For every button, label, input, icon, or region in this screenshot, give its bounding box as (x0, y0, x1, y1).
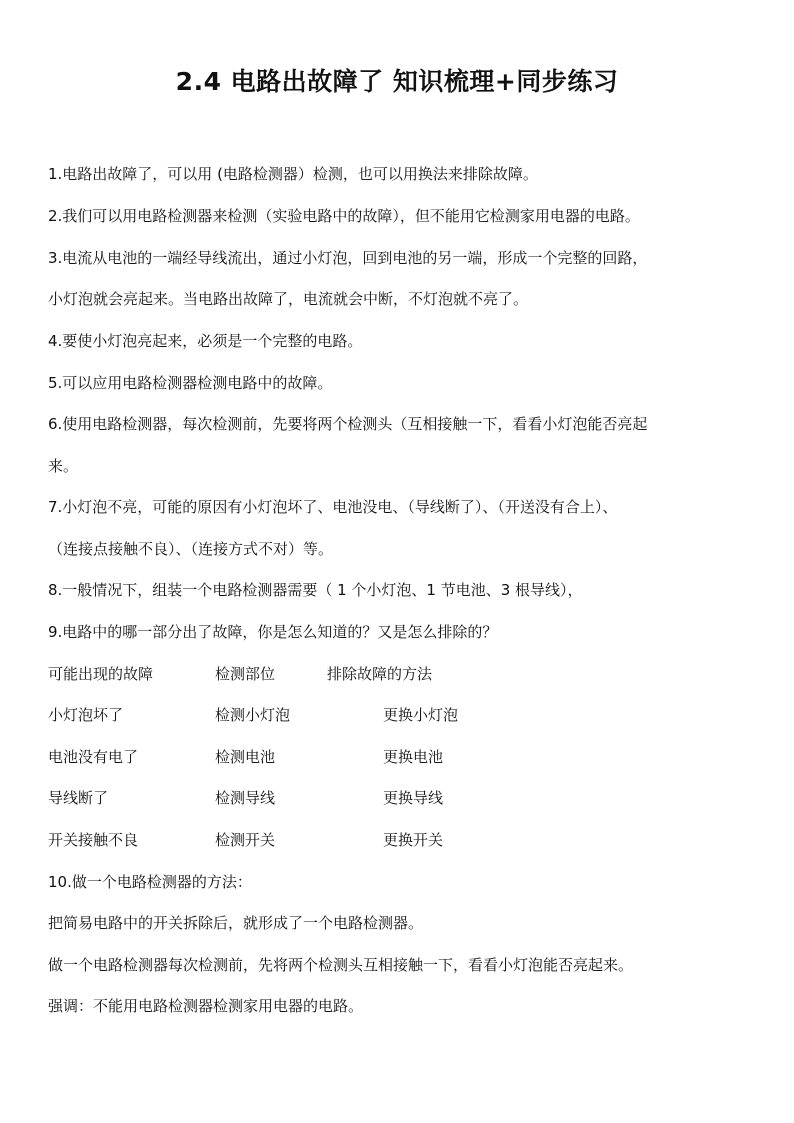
point-1: 1.电路出故障了，可以用 (电路检测器）检测，也可以用换法来排除故障。 (48, 165, 538, 183)
table-header-part: 检测部位 (215, 665, 276, 683)
table-row-1-part: 检测小灯泡 (215, 706, 291, 724)
table-row-2-fault: 电池没有电了 (48, 748, 139, 766)
table-row-3-method: 更换导线 (383, 789, 444, 807)
table-row-4-method: 更换开关 (383, 831, 444, 849)
table-row-2-part: 检测电池 (215, 748, 276, 766)
point-2: 2.我们可以用电路检测器来检测（实验电路中的故障），但不能用它检测家用电器的电路。 (48, 207, 640, 225)
point-10-detail-1: 把简易电路中的开关拆除后，就形成了一个电路检测器。 (48, 914, 424, 932)
table-row-3-part: 检测导线 (215, 789, 276, 807)
point-3-cont: 小灯泡就会亮起来。当电路出故障了，电流就会中断，不灯泡就不亮了。 (48, 290, 529, 308)
point-7: 7.小灯泡不亮，可能的原因有小灯泡坏了、电池没电、（导线断了）、（开送没有合上）、 (48, 498, 618, 516)
table-row-3-fault: 导线断了 (48, 789, 109, 807)
table-row-4-fault: 开关接触不良 (48, 831, 139, 849)
point-3: 3.电流从电池的一端经导线流出，通过小灯泡，回到电池的另一端，形成一个完整的回路， (48, 249, 648, 267)
point-5: 5.可以应用电路检测器检测电路中的故障。 (48, 374, 333, 392)
point-10-detail-2: 做一个电路检测器每次检测前，先将两个检测头互相接触一下，看看小灯泡能否亮起来。 (48, 956, 634, 974)
table-header-fault: 可能出现的故障 (48, 665, 154, 683)
point-7-cont: （连接点接触不良）、（连接方式不对）等。 (48, 540, 334, 558)
point-9: 9.电路中的哪一部分出了故障，你是怎么知道的？又是怎么排除的？ (48, 623, 498, 641)
emphasis-note: 强调：不能用电路检测器检测家用电器的电路。 (48, 997, 364, 1015)
table-row-1-method: 更换小灯泡 (383, 706, 459, 724)
page-title: 2.4 电路出故障了 知识梳理+同步练习 (175, 67, 619, 96)
point-4: 4.要使小灯泡亮起来，必须是一个完整的电路。 (48, 332, 363, 350)
table-row-2-method: 更换电池 (383, 748, 444, 766)
point-10: 10.做一个电路检测器的方法： (48, 873, 252, 891)
point-8: 8.一般情况下，组装一个电路检测器需要（ 1 个小灯泡、1 节电池、3 根导线）， (48, 581, 583, 599)
point-6-cont: 来。 (48, 457, 79, 475)
table-row-4-part: 检测开关 (215, 831, 276, 849)
point-6: 6.使用电路检测器，每次检测前，先要将两个检测头（互相接触一下，看看小灯泡能否亮起 (48, 415, 648, 433)
table-row-1-fault: 小灯泡坏了 (48, 706, 124, 724)
table-header-method: 排除故障的方法 (327, 665, 433, 683)
